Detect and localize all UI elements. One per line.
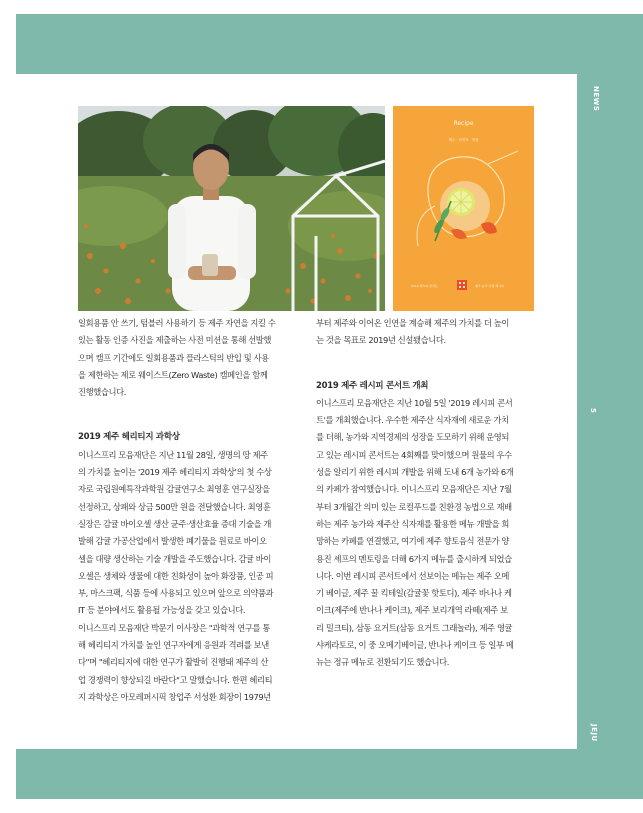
heritage-line: 지 과학상은 아모레퍼시픽 창업주 서성환 회장이 1979년 <box>78 691 271 702</box>
heritage-line: 해 헤리티지 가치를 높인 연구자에게 응원과 격려를 보낸 <box>78 640 269 651</box>
recipe-line: 트'를 개최했습니다. 우수한 제주산 식자재에 새로운 가치 <box>316 415 509 426</box>
left-intro-line: 진행했습니다. <box>78 387 126 398</box>
heritage-line: 선정하고, 상패와 상금 500만 원을 전달했습니다. 최영훈 <box>78 501 271 512</box>
recipe-line: 고 있는 레시피 콘서트는 4회째를 맞이했으며 원물의 우수 <box>316 449 512 460</box>
recipe-line: 의 카페가 참여했습니다. 이니스프리 모음재단은 지난 7월 <box>316 484 512 495</box>
heritage-line: 다"며 "헤리티지에 대한 연구가 활발히 진행돼 제주의 산 <box>78 657 269 668</box>
recipe-line: 뉴는 정규 메뉴로 전환되기도 했습니다. <box>316 657 450 668</box>
heritage-line: IT 등 분야에서도 활용될 가능성을 갖고 있습니다. <box>78 605 246 616</box>
heritage-line: 이니스프리 모음재단은 지난 11월 28일, 생명의 땅 제주 <box>78 449 268 460</box>
cover-footer-left: 2019 레시피 콘서트 <box>411 284 438 288</box>
recipe-line: 이니스프리 모음재단은 지난 10월 5일 '2019 레시피 콘서 <box>316 397 513 408</box>
recipe-line: 니다. 이번 레시피 콘서트에서 선보이는 메뉴는 제주 오메 <box>316 570 510 581</box>
recipe-booklet-cover <box>393 106 534 311</box>
heritage-line: 이니스프리 모음재단 박문기 이사장은 "과학적 연구를 통 <box>78 622 270 633</box>
footer-label: JEJU <box>590 724 598 742</box>
cover-title: Recipe <box>453 120 474 127</box>
side-white-gutter <box>558 74 577 749</box>
cover-footer-right: 제주 농가 상생 레시피 <box>475 284 504 288</box>
portrait-photo <box>78 106 385 311</box>
heritage-line: 오셀은 생체와 생물에 대한 친화성이 높아 화장품, 인공 피 <box>78 570 274 581</box>
left-intro-line: 있는 활동 인증 사진을 제출하는 사전 미션을 통해 선발했 <box>78 335 272 346</box>
right-intro-line: 는 것을 목표로 2019년 신설됐습니다. <box>316 335 446 346</box>
recipe-line: 망하는 카페를 연결했고, 여기에 제주 향토음식 전문가 양 <box>316 536 510 547</box>
page-number: 5 <box>589 408 597 414</box>
section-label: NEWS <box>592 86 600 112</box>
top-color-band <box>16 14 643 74</box>
heritage-line: 부, 마스크팩, 식품 등에 사용되고 있으며 앞으로 의약품과 <box>78 588 274 599</box>
recipe-line: 샤케라토로, 이 중 오메기베이글, 반나나 케이크 등 일부 메 <box>316 640 514 651</box>
bottom-color-band <box>16 749 643 799</box>
heritage-line: 셀을 대량 생산하는 기술 개발을 주도했습니다. 감귤 바이 <box>78 553 272 564</box>
cover-subtitle: 제주 · 서귀포 · 한림 <box>448 138 479 142</box>
recipe-line: 기 베이글, 제주 꿀 킥테일(감귤꽃 핫토디), 제주 바나나 케 <box>316 588 512 599</box>
left-intro-line: 일회용품 안 쓰기, 텀블러 사용하기 등 제주 자연을 지킬 수 <box>78 318 276 328</box>
recipe-line: 이크(제주에 반나나 케이크), 제주 보리개역 라떼(제주 보 <box>316 605 508 616</box>
heritage-line: 자로 국립원예특작과학원 감귤연구소 최영훈 연구실장을 <box>78 484 270 495</box>
recipe-line: 부터 3개월간 의미 있는 로컬푸드를 친환경 농법으로 재배 <box>316 501 512 512</box>
recipe-line: 리 밀크티), 삼동 요거트(삼동 요거트 그래놀라), 제주 영귤 <box>316 622 513 633</box>
heritage-science-heading: 2019 제주 헤리티지 과학상 <box>78 432 180 443</box>
recipe-line: 하는 제주 농가와 제주산 식자재를 활용한 메뉴 개발을 희 <box>316 518 510 529</box>
right-intro-line: 부터 제주와 이어온 인연을 계승해 제주의 가치를 더 높이 <box>316 318 510 328</box>
recipe-line: 를 더해, 농가와 지역경제의 성장을 도모하기 위해 운영되 <box>316 432 510 443</box>
recipe-line: 용진 셰프의 멘토링을 더해 6가지 메뉴를 출시하게 되었습 <box>316 553 512 564</box>
left-intro-line: 을 제한하는 제로 웨이스트(Zero Waste) 캠페인을 함께 <box>78 369 268 380</box>
heritage-line: 업 경쟁력이 향상되길 바란다"고 말했습니다. 한편 헤리티 <box>78 674 273 685</box>
heritage-line: 발해 감귤 가공산업에서 발생한 폐기물을 원료로 바이오 <box>78 536 267 547</box>
recipe-line: 성을 알리기 위한 레시피 개발을 위해 도내 6개 농가와 6개 <box>316 467 514 478</box>
left-intro-line: 으며 캠프 기간에도 일회용품과 플라스틱의 반입 및 사용 <box>78 352 269 363</box>
heritage-line: 의 가치를 높이는 '2019 제주 헤리티지 과학상'의 첫 수상 <box>78 467 272 478</box>
heritage-line: 실장은 감귤 바이오셀 생산 균주·생산효율 증대 기술을 개 <box>78 518 272 529</box>
article-left-column <box>78 315 310 706</box>
recipe-concert-heading: 2019 제주 레시피 콘서트 개최 <box>316 380 429 391</box>
article-right-column <box>316 315 548 672</box>
